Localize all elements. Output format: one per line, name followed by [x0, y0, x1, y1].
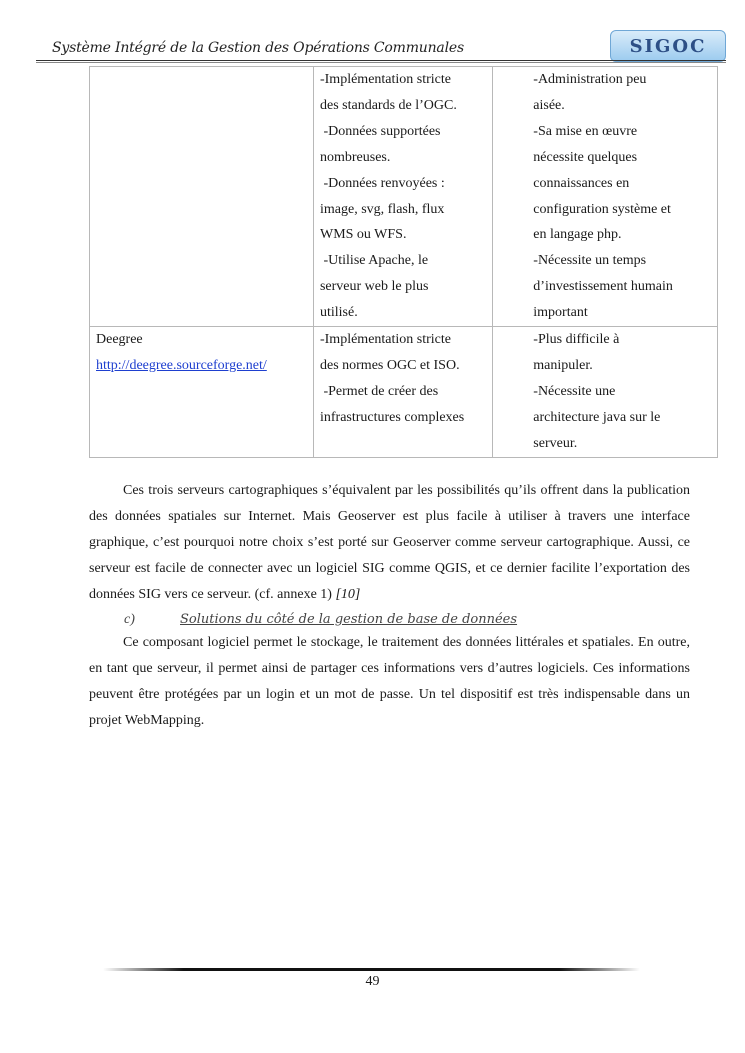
advantage-line: des normes OGC et ISO. — [319, 357, 460, 373]
servers-comparison-table — [89, 66, 718, 458]
disadvantage-line: nécessite quelques — [533, 149, 638, 165]
header-rule-secondary — [36, 62, 726, 63]
section-heading-number: c) — [124, 612, 135, 627]
advantage-line: -Implémentation stricte — [319, 332, 451, 348]
paragraph-database-solution: Ce composant logiciel permet le stockage, le traitement des données littérales et spatiales. En outre, en tant que serveur, il permet ainsi de partager ces informations vers d’autres logiciels. Ces informations peuvent être protégées par un login et un mot de passe. Un tel dispositif est très indispensable dans un projet WebMapping. — [89, 635, 690, 728]
disadvantage-line: manipuler. — [533, 357, 593, 373]
disadvantages-cell — [493, 327, 718, 458]
disadvantage-line: aisée. — [533, 97, 565, 113]
header-title: Système Intégré de la Gestion des Opérations Communales — [52, 40, 464, 56]
paragraph-servers-conclusion — [89, 478, 690, 608]
advantage-line: des standards de l’OGC. — [319, 97, 457, 113]
advantage-line: -Permet de créer des — [319, 383, 439, 399]
disadvantage-line: -Sa mise en œuvre — [533, 123, 638, 139]
advantage-line: WMS ou WFS. — [319, 227, 407, 243]
page-number: 49 — [365, 974, 380, 989]
advantages-cell — [313, 327, 492, 458]
disadvantage-line: architecture java sur le — [533, 409, 661, 425]
disadvantage-line: d’investissement humain — [533, 279, 673, 295]
disadvantage-line: -Nécessite un temps — [533, 253, 647, 269]
advantage-line: nombreuses. — [319, 149, 391, 165]
section-heading-c — [124, 612, 517, 628]
disadvantage-line: en langage php. — [533, 227, 622, 243]
disadvantages-cell — [493, 67, 718, 327]
disadvantage-line: configuration système et — [533, 201, 671, 217]
advantages-cell — [313, 67, 492, 327]
advantage-line: -Données renvoyées : — [319, 175, 445, 191]
table-body — [90, 67, 718, 458]
advantage-line: utilisé. — [319, 305, 358, 321]
advantage-line: image, svg, flash, flux — [319, 201, 445, 217]
table-row — [90, 327, 718, 458]
sigoc-logo — [610, 30, 726, 62]
server-name-cell — [90, 67, 314, 327]
server-name: Deegree — [96, 332, 143, 348]
section-heading-title: Solutions du côté de la gestion de base de données — [180, 612, 518, 627]
paragraph1-reference: [10] — [335, 586, 361, 602]
disadvantage-line: connaissances en — [533, 175, 630, 191]
disadvantage-line: -Administration peu — [533, 72, 647, 87]
logo-text: SIGOC — [629, 35, 707, 57]
advantage-line: -Données supportées — [319, 123, 441, 139]
disadvantage-line: -Plus difficile à — [533, 332, 620, 348]
header-rule — [36, 60, 726, 61]
advantage-line: -Utilise Apache, le — [319, 253, 429, 269]
advantage-line: infrastructures complexes — [319, 409, 465, 425]
advantage-line: serveur web le plus — [319, 279, 429, 295]
disadvantage-line: serveur. — [533, 435, 578, 451]
server-name-cell — [90, 327, 314, 458]
paragraph1-text: Ces trois serveurs cartographiques s’équivalent par les possibilités qu’ils offrent dans la publication des données spatiales sur Internet. Mais Geoserver est plus facile à utiliser à travers une interface graphique, c’est pourquoi notre choix s’est porté sur Geoserver comme serveur cartographique. Aussi, ce serveur est facile de connecter avec un logiciel SIG comme QGIS, et ce dernier facilite l’exportation des données SIG vers ce serveur. (cf. annexe 1) — [89, 483, 690, 602]
server-url-link[interactable]: http://deegree.sourceforge.net/ — [96, 357, 267, 373]
advantage-line: -Implémentation stricte — [319, 72, 451, 87]
disadvantage-line: -Nécessite une — [533, 383, 616, 399]
table-row — [90, 67, 718, 327]
footer-rule — [103, 968, 640, 971]
disadvantage-line: important — [533, 305, 588, 321]
